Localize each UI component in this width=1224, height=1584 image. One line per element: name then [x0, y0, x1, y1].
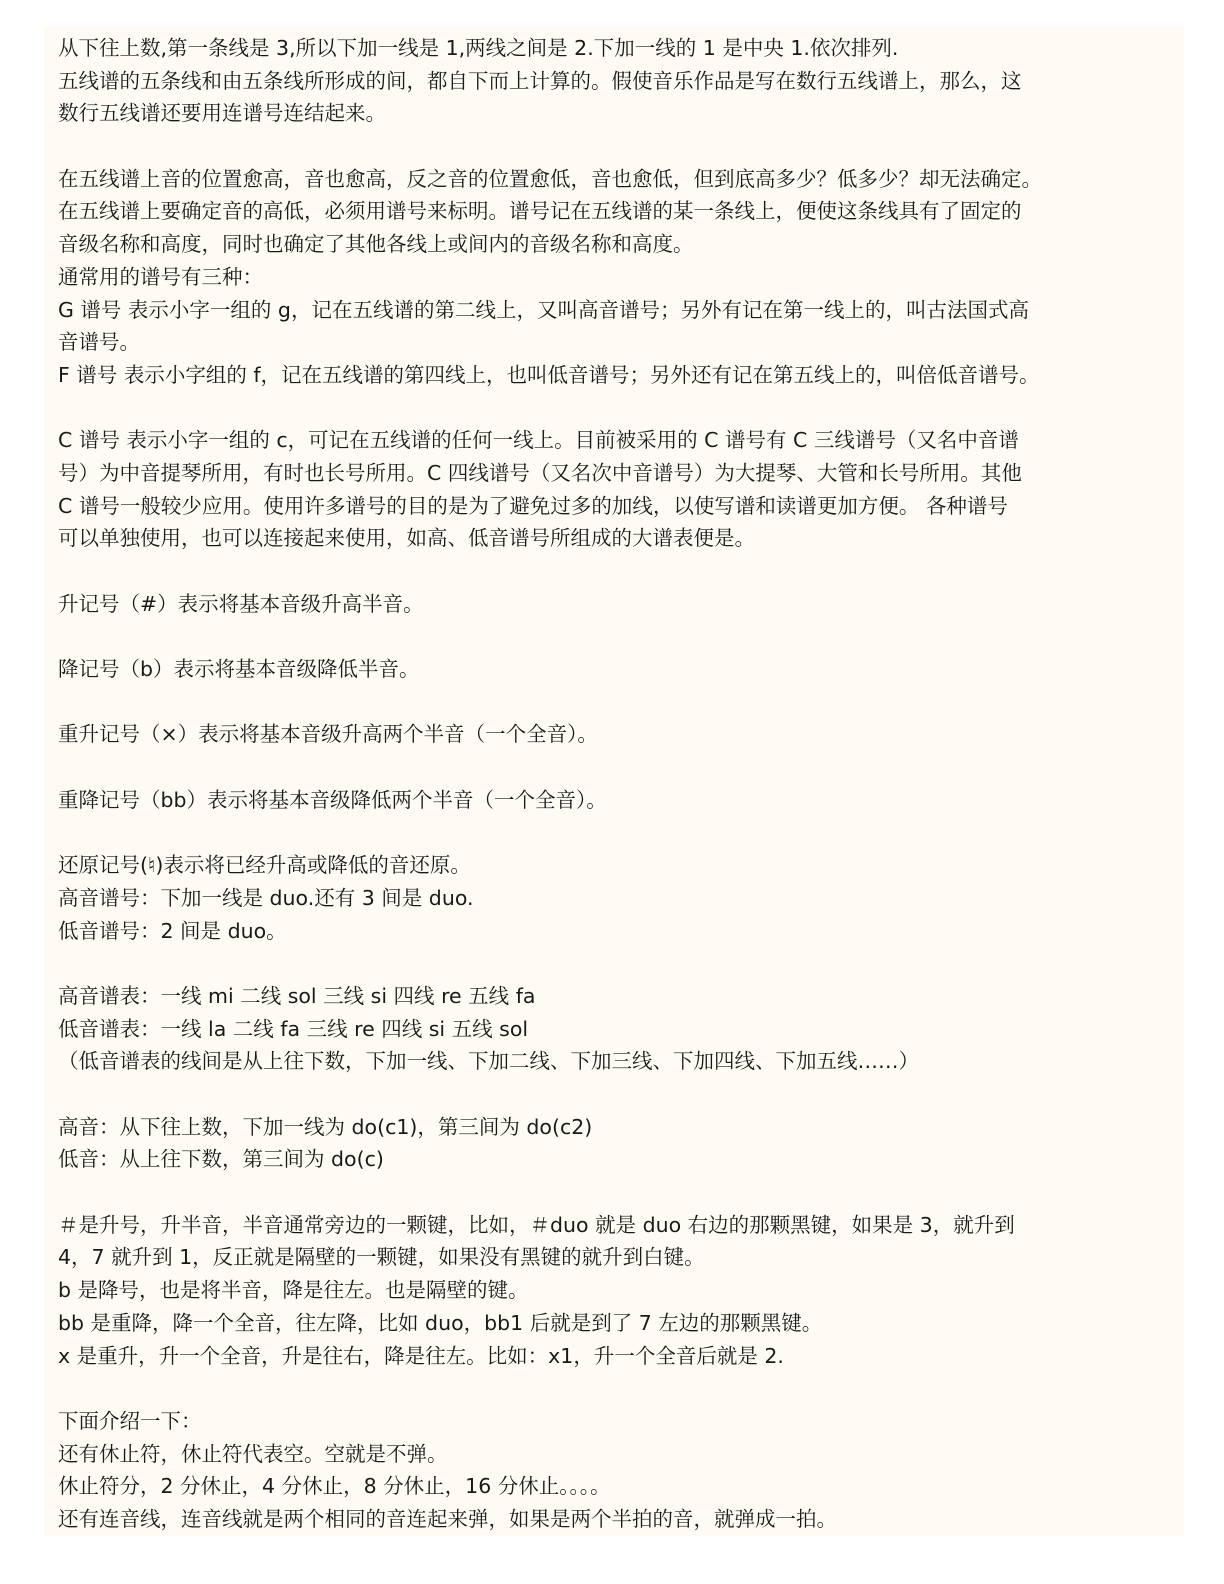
text-line: 还有连音线，连音线就是两个相同的音连起来弹，如果是两个半拍的音，就弹成一拍。	[58, 1506, 837, 1531]
text-line: 降记号（b）表示将基本音级降低半音。	[58, 657, 420, 682]
text-line: F 谱号 表示小字组的 f，记在五线谱的第四线上，也叫低音谱号；另外还有记在第五线上的，叫倍低音谱号。	[58, 362, 1040, 387]
text-line: 音级名称和高度，同时也确定了其他各线上或间内的音级名称和高度。	[58, 232, 694, 257]
blank-line	[58, 751, 1184, 784]
text-line: 在五线谱上要确定音的高低，必须用谱号来标明。谱号记在五线谱的某一条线上，便使这条线具有了固定的	[58, 199, 1022, 224]
blank-line	[58, 686, 1184, 719]
text-line: 4，7 就升到 1，反正就是隔壁的一颗键，如果没有黑键的就升到白键。	[58, 1245, 705, 1270]
text-line: G 谱号 表示小字一组的 g，记在五线谱的第二线上，又叫高音谱号；另外有记在第一线上的，叫古法国式高	[58, 297, 1029, 322]
text-line: 音谱号。	[58, 330, 140, 355]
blank-line	[58, 947, 1184, 980]
text-line: 从下往上数,第一条线是 3,所以下加一线是 1,两线之间是 2.下加一线的 1 是中央 1.依次排列.	[58, 36, 899, 60]
blank-line	[58, 620, 1184, 653]
text-line: 低音谱表：一线 la 二线 fa 三线 re 四线 si 五线 sol	[58, 1016, 529, 1041]
document-page	[44, 26, 1184, 1536]
blank-line	[58, 555, 1184, 588]
text-line: （低音谱表的线间是从上往下数，下加一线、下加二线、下加三线、下加四线、下加五线……）	[58, 1049, 919, 1074]
text-line: 还有休止符，休止符代表空。空就是不弹。	[58, 1441, 448, 1466]
text-line: 通常用的谱号有三种：	[58, 264, 263, 289]
text-line: 高音谱号：下加一线是 duo.还有 3 间是 duo.	[58, 885, 474, 910]
text-line: C 谱号 表示小字一组的 c，可记在五线谱的任何一线上。目前被采用的 C 谱号有 C 三线谱号（又名中音谱	[58, 428, 1019, 453]
blank-line	[58, 130, 1184, 163]
document-body	[58, 32, 1184, 1536]
text-line: bb 是重降，降一个全音，往左降，比如 duo，bb1 后就是到了 7 左边的那颗黑键。	[58, 1310, 823, 1335]
blank-line	[58, 817, 1184, 850]
text-line: 下面介绍一下：	[58, 1408, 202, 1433]
text-line: 重降记号（bb）表示将基本音级降低两个半音（一个全音）。	[58, 787, 607, 812]
text-line: 数行五线谱还要用连谱号连结起来。	[58, 101, 386, 126]
text-line: 休止符分，2 分休止，4 分休止，8 分休止，16 分休止。。。。	[58, 1474, 611, 1499]
text-line: 高音：从下往上数，下加一线为 do(c1)，第三间为 do(c2)	[58, 1114, 593, 1139]
text-line: 升记号（#）表示将基本音级升高半音。	[58, 591, 424, 616]
text-line: 高音谱表：一线 mi 二线 sol 三线 si 四线 re 五线 fa	[58, 983, 536, 1008]
text-line: 号）为中音提琴所用，有时也长号所用。C 四线谱号（又名次中音谱号）为大提琴、大管和长号所用。其他	[58, 460, 1022, 485]
text-line: 低音谱号：2 间是 duo。	[58, 918, 287, 943]
text-line: 低音：从上往下数，第三间为 do(c)	[58, 1147, 384, 1172]
blank-line	[58, 392, 1184, 425]
text-line: 还原记号(♮)表示将已经升高或降低的音还原。	[58, 853, 471, 878]
text-line: 在五线谱上音的位置愈高，音也愈高，反之音的位置愈低，音也愈低，但到底高多少？低多少？却无法确定。	[58, 166, 1042, 191]
text-line: 五线谱的五条线和由五条线所形成的间，都自下而上计算的。假使音乐作品是写在数行五线谱上，那么，这	[58, 68, 1022, 93]
text-line: 可以单独使用，也可以连接起来使用，如高、低音谱号所组成的大谱表便是。	[58, 526, 755, 551]
text-line: ＃是升号，升半音，半音通常旁边的一颗键，比如，＃duo 就是 duo 右边的那颗黑键，如果是 3，就升到	[58, 1212, 1015, 1237]
blank-line	[58, 1176, 1184, 1209]
blank-line	[58, 1078, 1184, 1111]
text-line: b 是降号，也是将半音，降是往左。也是隔壁的键。	[58, 1278, 529, 1303]
text-line: 重升记号（×）表示将基本音级升高两个半音（一个全音）。	[58, 722, 598, 747]
text-line: C 谱号一般较少应用。使用许多谱号的目的是为了避免过多的加线，以使写谱和读谱更加方便。 各种谱号	[58, 493, 1008, 518]
text-line: x 是重升，升一个全音，升是往右，降是往左。比如：x1，升一个全音后就是 2.	[58, 1343, 784, 1368]
blank-line	[58, 1372, 1184, 1405]
